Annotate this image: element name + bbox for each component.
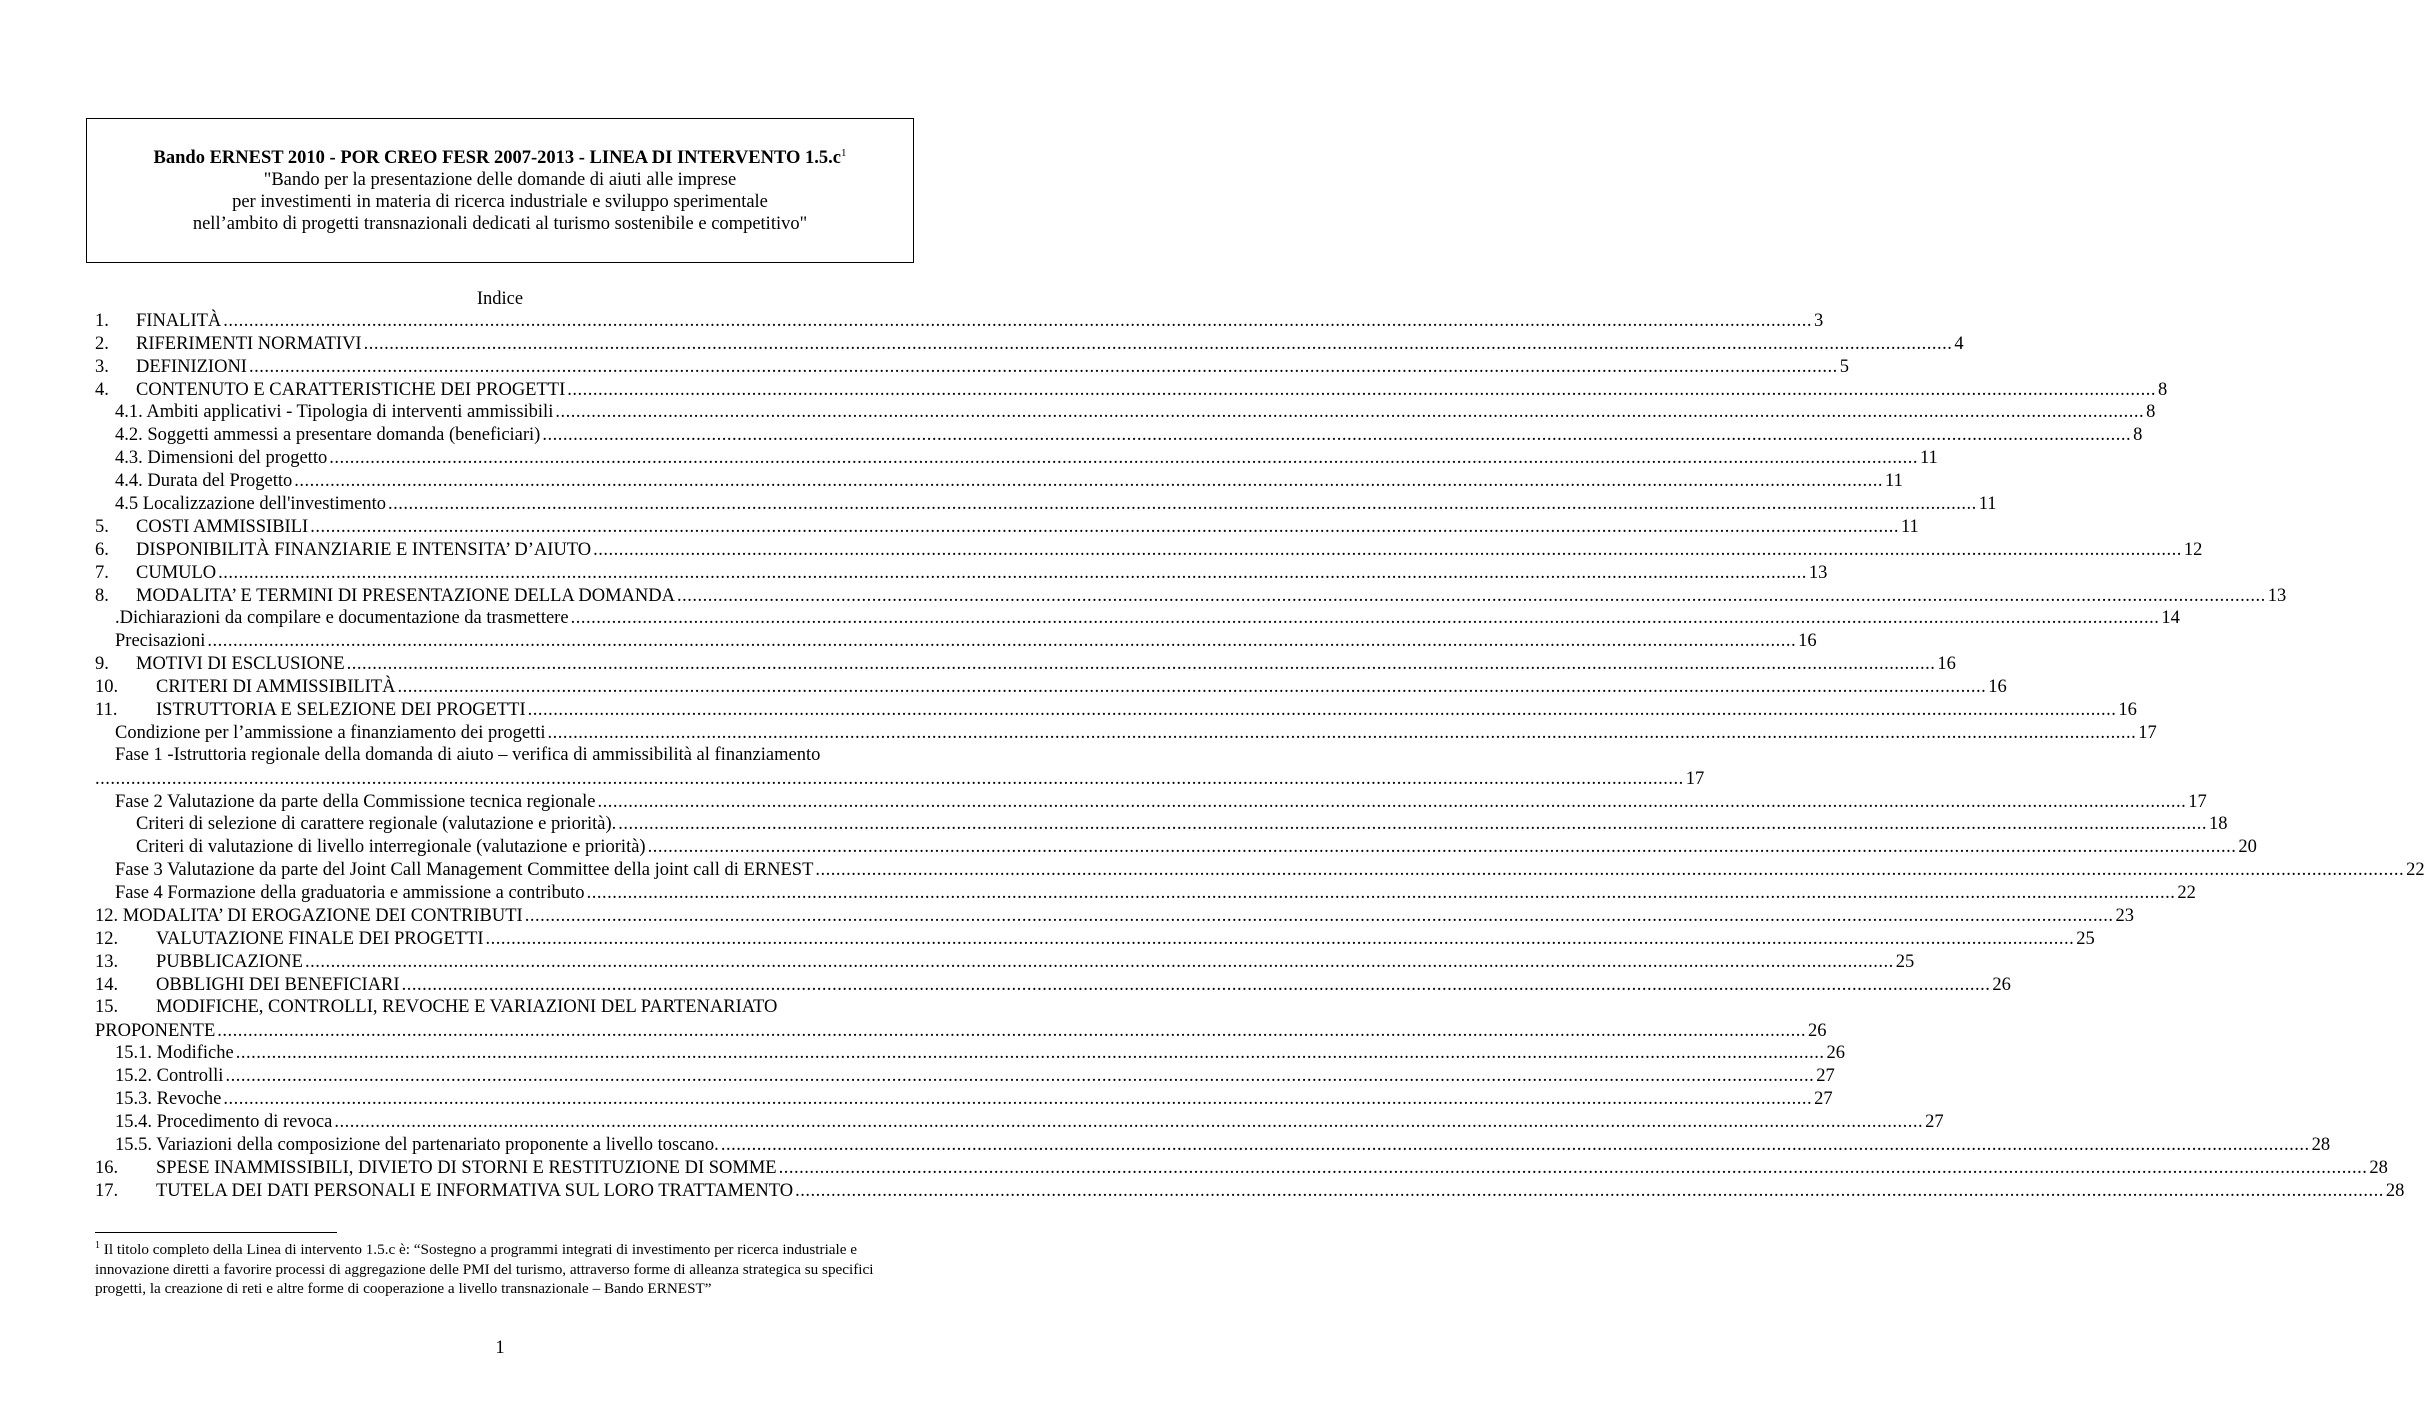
toc-entry-label: Condizione per l’ammissione a finanziamento dei progetti	[115, 722, 546, 743]
toc-entry-label: 4.2. Soggetti ammessi a presentare domanda (beneficiari)	[115, 425, 541, 446]
toc-entry-label: Fase 2 Valutazione da parte della Commissione tecnica regionale	[115, 791, 596, 812]
toc-entry[interactable]	[95, 813, 2228, 836]
toc-entry[interactable]	[95, 973, 2011, 996]
toc-entry-page: 17	[2188, 791, 2207, 812]
toc-entry-label: MODALITA’ E TERMINI DI PRESENTAZIONE DELLA DOMANDA	[136, 585, 675, 606]
toc-entry-page: 26	[1992, 974, 2011, 995]
toc-entry-label: DEFINIZIONI	[136, 356, 247, 377]
document-title	[87, 147, 913, 169]
toc-leader-dots	[648, 836, 2237, 858]
footnote-mark: 1	[95, 1240, 100, 1251]
toc-entry[interactable]	[95, 378, 2168, 401]
toc-entry-page: 11	[1978, 494, 1997, 515]
toc-entry[interactable]	[95, 446, 1938, 469]
toc-leader-dots	[223, 310, 1812, 332]
toc-entry-label: Fase 1 -Istruttoria regionale della domanda di aiuto – verifica di ammissibilità al finanziamento	[115, 744, 821, 765]
toc-leader-dots	[567, 379, 2156, 401]
toc-leader-dots	[223, 1088, 1812, 1110]
toc-entry-page: 17	[1685, 768, 1705, 789]
toc-entry-number: 4.	[95, 379, 109, 400]
toc-entry-number: 11.	[95, 700, 118, 721]
toc-leader-dots	[305, 951, 1894, 973]
toc-entry[interactable]	[95, 584, 2287, 607]
toc-entry-page: 8	[2133, 425, 2143, 446]
index-heading: Indice	[476, 289, 524, 309]
toc-entry-label: 15.4. Procedimento di revoca	[115, 1112, 333, 1133]
toc-leader-dots	[347, 653, 1936, 675]
toc-entry-page: 3	[1814, 310, 1824, 331]
toc-entry-label: FINALITÀ	[136, 310, 222, 331]
toc-entry-label: 4.4. Durata del Progetto	[115, 471, 293, 492]
toc-entry-label: 15.1. Modifiche	[115, 1043, 234, 1064]
toc-leader-dots	[334, 1111, 1923, 1133]
toc-leader-dots	[528, 699, 2117, 721]
toc-entry[interactable]	[95, 561, 1828, 584]
toc-leader-dots	[815, 859, 2404, 881]
toc-entry-page: 8	[2158, 379, 2168, 400]
footnote-separator	[95, 1232, 337, 1233]
toc-entry-number: 6.	[95, 539, 109, 560]
toc-entry-number: 2.	[95, 333, 109, 354]
toc-entry-page: 17	[2138, 722, 2157, 743]
toc-entry[interactable]	[95, 996, 1827, 1042]
toc-entry-page: 27	[1925, 1112, 1944, 1133]
toc-entry-label: 15.2. Controlli	[115, 1066, 224, 1087]
toc-entry[interactable]	[95, 538, 2203, 561]
toc-entry-page: 23	[2115, 906, 2134, 927]
toc-entry-label: ISTRUTTORIA E SELEZIONE DEI PROGETTI	[156, 700, 526, 721]
toc-entry-page: 28	[2385, 1180, 2405, 1201]
toc-entry-label: OBBLIGHI DEI BENEFICIARI	[156, 974, 400, 995]
toc-entry-number: 8.	[95, 585, 109, 606]
toc-leader-dots	[571, 607, 2160, 629]
subtitle-line-1: "Bando per la presentazione delle domande di aiuti alle imprese	[263, 170, 737, 190]
toc-entry-page: 12	[2183, 539, 2203, 560]
toc-leader-dots	[217, 1020, 1806, 1042]
toc-entry-label: PUBBLICAZIONE	[156, 951, 303, 972]
toc-entry-label: 15.3. Revoche	[115, 1089, 222, 1110]
toc-entry[interactable]	[95, 309, 1824, 332]
toc-leader-dots	[677, 585, 2266, 607]
toc-entry[interactable]	[95, 332, 1964, 355]
toc-entry-label: CONTENUTO E CARATTERISTICHE DEI PROGETTI	[136, 379, 566, 400]
toc-entry-label: TUTELA DEI DATI PERSONALI E INFORMATIVA SUL LORO TRATTAMENTO	[156, 1180, 794, 1201]
toc-leader-dots	[618, 813, 2207, 835]
toc-entry[interactable]	[95, 492, 1997, 515]
toc-leader-dots	[364, 333, 1953, 355]
toc-entry-number: 5.	[95, 516, 109, 537]
toc-entry-label: DISPONIBILITÀ FINANZIARIE E INTENSITA’ D’AIUTO	[136, 539, 592, 560]
footnote-text: Il titolo completo della Linea di intervento 1.5.c è: “Sostegno a programmi integrati di investimento per ricerca industriale e innovazione diretti a favorire processi di aggregazione delle PMI del turismo, attraverso forme di alleanza strategica su specifici progetti, la creazione di reti e altre forme di cooperazione a livello transnazionale – Bando ERNEST”	[95, 1241, 874, 1297]
toc-entry-page: 11	[1885, 471, 1903, 492]
toc-leader-dots	[548, 722, 2137, 744]
toc-entry-number: 3.	[95, 356, 109, 377]
toc-leader-dots	[587, 882, 2176, 904]
toc-entry-page: 25	[2076, 928, 2095, 949]
toc-entry-page: 4	[1954, 333, 1964, 354]
toc-entry-number: 10.	[95, 677, 119, 698]
toc-entry-label: 4.3. Dimensioni del progetto	[115, 448, 328, 469]
toc-entry[interactable]	[95, 881, 2196, 904]
subtitle-line-3: nell’ambito di progetti transnazionali dedicati al turismo sostenibile e competitivo"	[192, 214, 808, 234]
toc-entry[interactable]	[95, 744, 1705, 790]
toc-leader-dots	[598, 791, 2187, 813]
toc-entry-label: 4.5 Localizzazione dell'investimento	[115, 494, 386, 515]
toc-entry[interactable]	[95, 927, 2095, 950]
toc-leader-dots	[207, 630, 1796, 652]
toc-entry-label: CUMULO	[136, 562, 217, 583]
toc-entry-label: Criteri di selezione di carattere regionale (valutazione e priorità).	[136, 814, 617, 835]
toc-leader-dots	[542, 424, 2131, 446]
toc-leader-dots	[486, 928, 2075, 950]
toc-entry-number: 16.	[95, 1157, 119, 1178]
toc-leader-dots	[402, 974, 1991, 996]
toc-entry-page: 25	[1895, 951, 1915, 972]
toc-leader-dots	[555, 401, 2144, 423]
toc-leader-dots	[225, 1065, 1814, 1087]
toc-leader-dots	[236, 1042, 1825, 1064]
toc-entry-page: 8	[2146, 402, 2156, 423]
document-title-text: Bando ERNEST 2010 - POR CREO FESR 2007-2013 - LINEA DI INTERVENTO 1.5.c	[153, 148, 841, 168]
toc-entry-page: 27	[1814, 1089, 1833, 1110]
toc-entry[interactable]	[95, 858, 2425, 881]
toc-entry[interactable]	[95, 721, 2157, 744]
toc-entry[interactable]	[95, 1110, 1944, 1133]
toc-entry-page: 20	[2238, 837, 2257, 858]
toc-entry-number: 13.	[95, 951, 119, 972]
toc-entry-page: 16	[1798, 631, 1817, 652]
toc-entry[interactable]	[95, 904, 2134, 927]
toc-entry-continuation	[95, 1019, 1827, 1042]
table-of-contents	[95, 309, 2425, 1202]
toc-entry[interactable]	[95, 607, 2180, 630]
toc-leader-dots	[397, 676, 1986, 698]
toc-entry-label: VALUTAZIONE FINALE DEI PROGETTI	[156, 928, 484, 949]
toc-entry[interactable]	[95, 629, 1817, 652]
toc-entry[interactable]	[95, 675, 2007, 698]
toc-entry-number: 1.	[95, 310, 109, 331]
toc-entry-label: 4.1. Ambiti applicativi - Tipologia di interventi ammissibili	[115, 402, 554, 423]
toc-entry-number: 14.	[95, 974, 119, 995]
toc-entry-label-line1: MODIFICHE, CONTROLLI, REVOCHE E VARIAZIONI DEL PARTENARIATO	[156, 996, 778, 1017]
title-footnote-mark[interactable]: 1	[840, 147, 847, 159]
toc-leader-dots	[95, 768, 1684, 790]
footnote	[95, 1240, 905, 1299]
toc-entry-label: Fase 3 Valutazione da parte del Joint Call Management Committee della joint call di ERNEST	[115, 860, 814, 881]
toc-entry[interactable]	[95, 1064, 1835, 1087]
toc-entry-page: 22	[2177, 883, 2196, 904]
toc-entry-page: 16	[1988, 677, 2007, 698]
toc-entry-page: 16	[2118, 700, 2137, 721]
toc-entry[interactable]	[95, 1042, 1845, 1065]
toc-entry[interactable]	[95, 1156, 2388, 1179]
title-box	[86, 118, 914, 263]
toc-leader-dots	[388, 493, 1977, 515]
toc-entry-first-line	[95, 996, 905, 1019]
toc-entry-page: 11	[1919, 448, 1938, 469]
toc-entry-page: 22	[2406, 860, 2425, 881]
toc-entry-label: Precisazioni	[115, 631, 206, 652]
toc-leader-dots	[218, 562, 1807, 584]
toc-entry[interactable]	[95, 790, 2207, 813]
toc-leader-dots	[294, 470, 1883, 492]
toc-entry-page: 13	[1808, 562, 1828, 583]
toc-entry-label: COSTI AMMISSIBILI	[136, 516, 309, 537]
toc-entry-label: RIFERIMENTI NORMATIVI	[136, 333, 362, 354]
toc-entry-number: 12.	[95, 928, 119, 949]
toc-entry[interactable]	[95, 1087, 1833, 1110]
toc-entry[interactable]	[95, 652, 1956, 675]
toc-entry-page: 16	[1937, 654, 1956, 675]
toc-entry-page: 26	[1826, 1043, 1845, 1064]
toc-entry-page: 11	[1900, 516, 1919, 537]
toc-entry-label: SPESE INAMMISSIBILI, DIVIETO DI STORNI E RESTITUZIONE DI SOMME	[156, 1157, 777, 1178]
toc-leader-dots	[721, 1134, 2310, 1156]
toc-entry-page: 13	[2267, 585, 2287, 606]
toc-entry-continuation	[95, 767, 1705, 790]
toc-entry[interactable]	[95, 1133, 2331, 1156]
toc-entry[interactable]	[95, 835, 2257, 858]
toc-leader-dots	[795, 1180, 2384, 1202]
toc-entry[interactable]	[95, 950, 1915, 973]
toc-entry-number: 9.	[95, 654, 109, 675]
toc-entry-page: 14	[2161, 608, 2180, 629]
page-number: 1	[495, 1338, 505, 1358]
toc-entry-page: 28	[2369, 1157, 2388, 1178]
toc-entry-number: 7.	[95, 562, 109, 583]
toc-leader-dots	[779, 1157, 2368, 1179]
subtitle-line-2: per investimenti in materia di ricerca industriale e sviluppo sperimentale	[232, 192, 768, 212]
toc-entry-label: MOTIVI DI ESCLUSIONE	[136, 654, 345, 675]
toc-entry[interactable]	[95, 469, 1903, 492]
toc-leader-dots	[310, 516, 1899, 538]
toc-entry-number: 15.	[95, 996, 119, 1017]
toc-entry-label: Criteri di valutazione di livello interregionale (valutazione e priorità)	[136, 837, 646, 858]
toc-entry[interactable]	[95, 423, 2143, 446]
toc-entry[interactable]	[95, 515, 1919, 538]
toc-entry-page: 27	[1816, 1066, 1835, 1087]
toc-entry-label: 12. MODALITA’ DI EROGAZIONE DEI CONTRIBUTI	[95, 906, 523, 927]
toc-entry-page: 28	[2311, 1134, 2331, 1155]
toc-entry[interactable]	[95, 355, 1849, 378]
toc-entry-label: CRITERI DI AMMISSIBILITÀ	[156, 677, 396, 698]
toc-leader-dots	[249, 356, 1838, 378]
toc-entry-label: Fase 4 Formazione della graduatoria e ammissione a contributo	[115, 883, 585, 904]
toc-leader-dots	[593, 539, 2182, 561]
toc-entry-number: 17.	[95, 1180, 119, 1201]
toc-entry-label: .Dichiarazioni da compilare e documentazione da trasmettere	[115, 608, 569, 629]
toc-entry[interactable]	[95, 1179, 2405, 1202]
toc-entry-page: 26	[1808, 1020, 1827, 1041]
toc-entry[interactable]	[95, 401, 2156, 424]
toc-entry-page: 5	[1839, 356, 1849, 377]
toc-leader-dots	[329, 447, 1918, 469]
toc-leader-dots	[525, 905, 2114, 927]
toc-entry-label: 15.5. Variazioni della composizione del partenariato proponente a livello toscano.	[115, 1134, 719, 1155]
toc-entry[interactable]	[95, 698, 2137, 721]
toc-entry-label: PROPONENTE	[95, 1020, 216, 1041]
toc-entry-page: 18	[2209, 814, 2228, 835]
